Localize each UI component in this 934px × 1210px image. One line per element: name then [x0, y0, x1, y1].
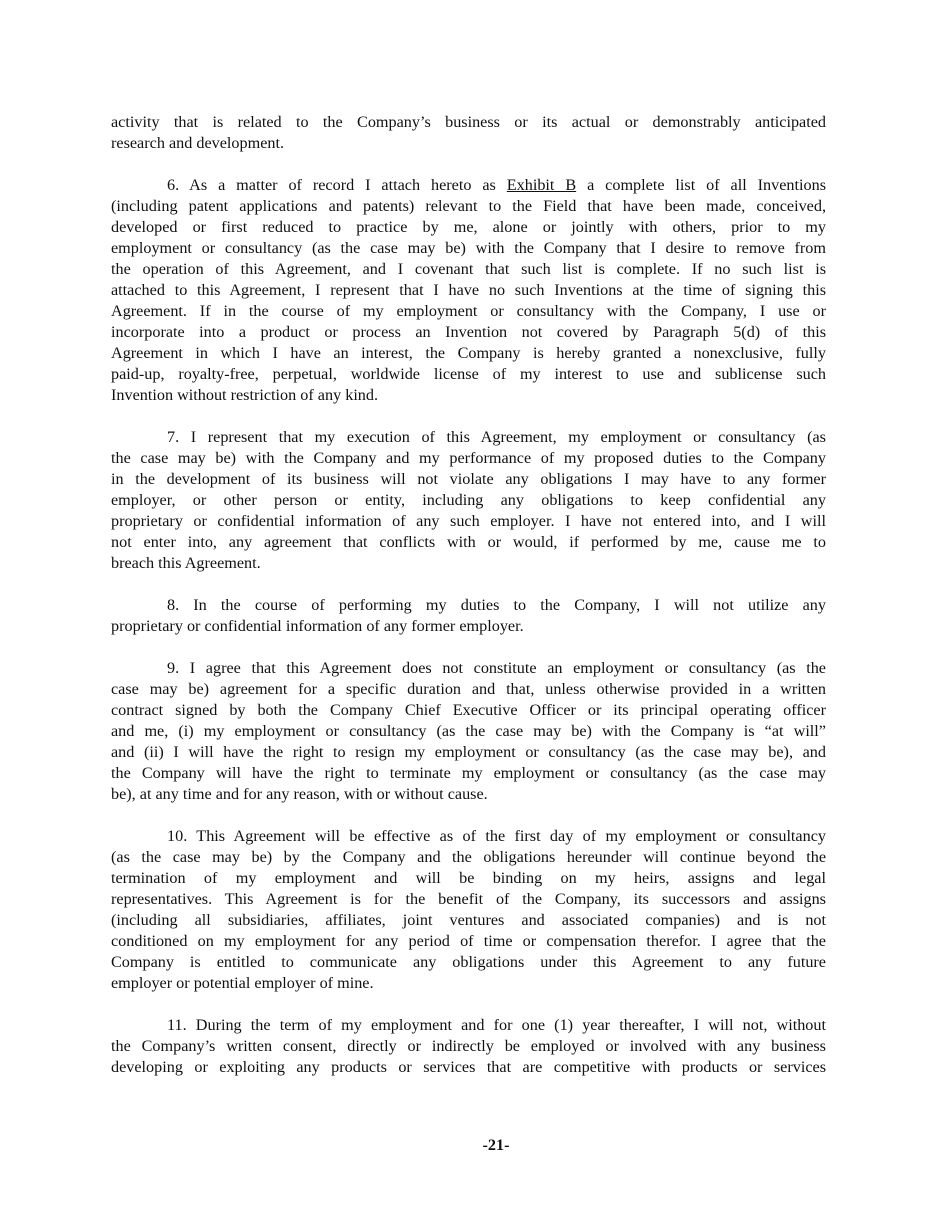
text-line: employer, or other person or entity, including any obligations to keep confidential any [111, 491, 826, 509]
text-line: incorporate into a product or process an Invention not covered by Paragraph 5(d) of this [111, 323, 826, 341]
text-line: case may be) agreement for a specific duration and that, unless otherwise provided in a written [111, 680, 826, 698]
text-line: representatives. This Agreement is for the benefit of the Company, its successors and assigns [111, 890, 826, 908]
text-line: and me, (i) my employment or consultancy (as the case may be) with the Company is “at will” [111, 722, 826, 740]
paragraph [111, 112, 826, 154]
paragraph [111, 175, 826, 406]
text-line: developing or exploiting any products or services that are competitive with products or services [111, 1058, 826, 1076]
text-line: Agreement in which I have an interest, the Company is hereby granted a nonexclusive, fully [111, 344, 826, 362]
text-line: the Company’s written consent, directly or indirectly be employed or involved with any business [111, 1037, 826, 1055]
text-line: employment or consultancy (as the case may be) with the Company that I desire to remove from [111, 239, 826, 257]
paragraph [111, 595, 826, 637]
text-line: termination of my employment and will be binding on my heirs, assigns and legal [111, 869, 826, 887]
text-span: 6. As a matter of record I attach hereto as [167, 176, 507, 194]
text-line: (including patent applications and patents) relevant to the Field that have been made, conceived, [111, 197, 826, 215]
text-line: paid-up, royalty-free, perpetual, worldwide license of my interest to use and sublicense such [111, 365, 826, 383]
text-line: breach this Agreement. [111, 554, 261, 572]
text-line: Agreement. If in the course of my employment or consultancy with the Company, I use or [111, 302, 826, 320]
text-line: proprietary or confidential information of any such employer. I have not entered into, and I will [111, 512, 826, 530]
page-number: -21- [482, 1136, 510, 1154]
text-line: developed or first reduced to practice by me, alone or jointly with others, prior to my [111, 218, 826, 236]
paragraph [111, 427, 826, 574]
text-line [111, 175, 826, 196]
text-line: activity that is related to the Company’s business or its actual or demonstrably anticipated [111, 113, 826, 131]
text-line: the case may be) with the Company and my performance of my proposed duties to the Company [111, 449, 826, 467]
text-line: the Company will have the right to terminate my employment or consultancy (as the case may [111, 764, 826, 782]
text-line: 9. I agree that this Agreement does not constitute an employment or consultancy (as the [167, 659, 826, 677]
text-line: 11. During the term of my employment and for one (1) year thereafter, I will not, without [167, 1016, 826, 1034]
text-line: conditioned on my employment for any period of time or compensation therefor. I agree that the [111, 932, 826, 950]
text-line: 8. In the course of performing my duties to the Company, I will not utilize any [167, 596, 826, 614]
text-line: research and development. [111, 134, 285, 152]
text-line: contract signed by both the Company Chief Executive Officer or its principal operating officer [111, 701, 826, 719]
text-line: the operation of this Agreement, and I covenant that such list is complete. If no such list is [111, 260, 826, 278]
text-line: not enter into, any agreement that conflicts with or would, if performed by me, cause me to [111, 533, 826, 551]
text-line: employer or potential employer of mine. [111, 974, 374, 992]
text-line: attached to this Agreement, I represent that I have no such Inventions at the time of signing this [111, 281, 826, 299]
document-body [111, 112, 826, 1099]
text-line: be), at any time and for any reason, with or without cause. [111, 785, 488, 803]
text-line: and (ii) I will have the right to resign my employment or consultancy (as the case may be), and [111, 743, 826, 761]
paragraph [111, 658, 826, 805]
text-line: (including all subsidiaries, affiliates, joint ventures and associated companies) and is not [111, 911, 826, 929]
text-line: 7. I represent that my execution of this Agreement, my employment or consultancy (as [167, 428, 826, 446]
paragraph [111, 826, 826, 994]
text-line: (as the case may be) by the Company and the obligations hereunder will continue beyond the [111, 848, 826, 866]
text-line: Invention without restriction of any kind. [111, 386, 379, 404]
text-line: Company is entitled to communicate any obligations under this Agreement to any future [111, 953, 826, 971]
text-line: in the development of its business will not violate any obligations I may have to any former [111, 470, 826, 488]
exhibit-reference: Exhibit B [506, 176, 577, 194]
paragraph [111, 1015, 826, 1078]
text-line: proprietary or confidential information of any former employer. [111, 617, 524, 635]
text-line: 10. This Agreement will be effective as of the first day of my employment or consultancy [167, 827, 826, 845]
text-span: a complete list of all Inventions [576, 176, 826, 194]
